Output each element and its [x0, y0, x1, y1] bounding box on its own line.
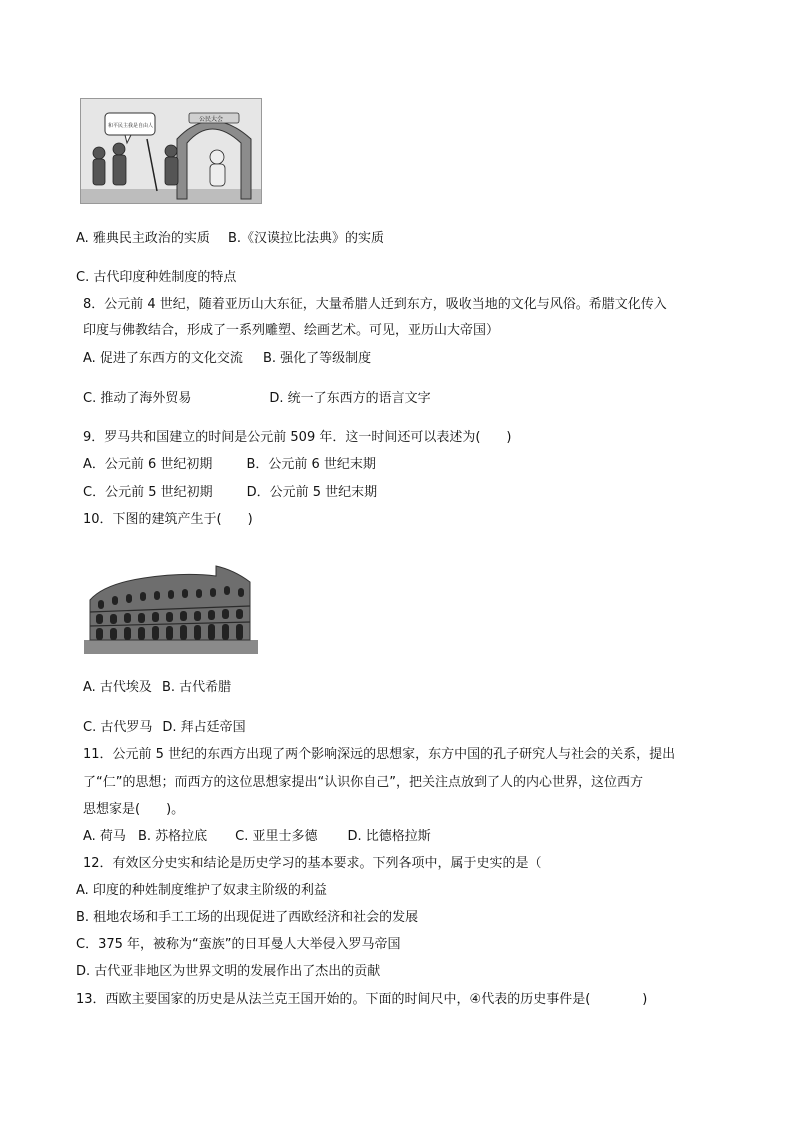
q10-options-cd: [83, 719, 246, 737]
q10-option-b[interactable]: B. 古代希腊: [161, 680, 232, 695]
cartoon-bubble-text: 和平民主我是自由人: [108, 123, 154, 129]
q10-option-a[interactable]: A. 古代埃及: [83, 680, 152, 695]
q9-option-b[interactable]: B．公元前 6 世纪末期: [246, 457, 376, 472]
q12-option-a[interactable]: A. 印度的种姓制度维护了奴隶主阶级的利益: [76, 883, 327, 898]
q10-options-ab: [83, 679, 231, 697]
q11-option-c[interactable]: C. 亚里士多德: [235, 829, 318, 844]
q9-option-a[interactable]: A．公元前 6 世纪初期: [83, 457, 213, 472]
q8-option-d[interactable]: D. 统一了东西方的语言文字: [269, 391, 431, 406]
colosseum-image: [84, 556, 258, 654]
q12-option-d[interactable]: D. 古代亚非地区为世界文明的发展作出了杰出的贡献: [76, 964, 381, 979]
q11-option-d[interactable]: D. 比德格拉斯: [347, 829, 431, 844]
q8-option-b[interactable]: B. 强化了等级制度: [262, 351, 372, 366]
q7-options-ab: [76, 230, 384, 248]
q13-stem: 13．西欧主要国家的历史是从法兰克王国开始的。下面的时间尺中，④代表的历史事件是( ): [76, 992, 648, 1007]
q11-options: [83, 828, 431, 846]
q12-option-b[interactable]: B. 租地农场和手工工场的出现促进了西欧经济和社会的发展: [76, 910, 419, 925]
q10-option-c[interactable]: C. 古代罗马: [83, 720, 153, 735]
q12-option-c[interactable]: C．375 年，被称为“蛮族”的日耳曼人大举侵入罗马帝国: [76, 937, 401, 952]
colosseum-drawing: [84, 556, 258, 654]
q8-stem-line2: 印度与佛教结合，形成了一系列雕塑、绘画艺术。可见，亚历山大帝国）: [83, 323, 500, 338]
q11-option-a[interactable]: A. 荷马: [83, 829, 126, 844]
q11-option-b[interactable]: B. 苏格拉底: [137, 829, 208, 844]
q11-stem-line3: 思想家是( )。: [83, 802, 185, 817]
cartoon-image: [80, 98, 262, 204]
q7-option-b[interactable]: B.《汉谟拉比法典》的实质: [227, 231, 384, 246]
q8-options-ab: [83, 350, 371, 368]
cartoon-arch-sign: 公民大会: [199, 116, 224, 123]
q7-option-c[interactable]: C. 古代印度种姓制度的特点: [76, 270, 237, 285]
q10-option-d[interactable]: D. 拜占廷帝国: [162, 720, 246, 735]
q9-options-cd: [83, 484, 377, 502]
q9-options-ab: [83, 456, 376, 474]
q11-stem-line1: 11．公元前 5 世纪的东西方出现了两个影响深远的思想家，东方中国的孔子研究人与社会的关系，提出: [83, 747, 676, 762]
q8-stem-line1: 8．公元前 4 世纪，随着亚历山大东征，大量希腊人迁到东方，吸收当地的文化与风俗。希腊文化传入: [83, 297, 667, 312]
q8-options-cd: [83, 390, 431, 408]
q12-stem: 12．有效区分史实和结论是历史学习的基本要求。下列各项中，属于史实的是（: [83, 856, 542, 871]
q9-option-c[interactable]: C．公元前 5 世纪初期: [83, 485, 213, 500]
q11-stem-line2: 了“仁”的思想；而西方的这位思想家提出“认识你自己”，把关注点放到了人的内心世界，这位西方: [83, 775, 643, 790]
cartoon-drawing: [81, 99, 261, 203]
q10-stem: 10．下图的建筑产生于( ): [83, 512, 253, 527]
q8-option-c[interactable]: C. 推动了海外贸易: [83, 391, 192, 406]
q9-stem: 9．罗马共和国建立的时间是公元前 509 年．这一时间还可以表述为( ): [83, 430, 512, 445]
q7-option-a[interactable]: A. 雅典民主政治的实质: [76, 231, 210, 246]
q9-option-d[interactable]: D．公元前 5 世纪末期: [246, 485, 378, 500]
q8-option-a[interactable]: A. 促进了东西方的文化交流: [83, 351, 243, 366]
